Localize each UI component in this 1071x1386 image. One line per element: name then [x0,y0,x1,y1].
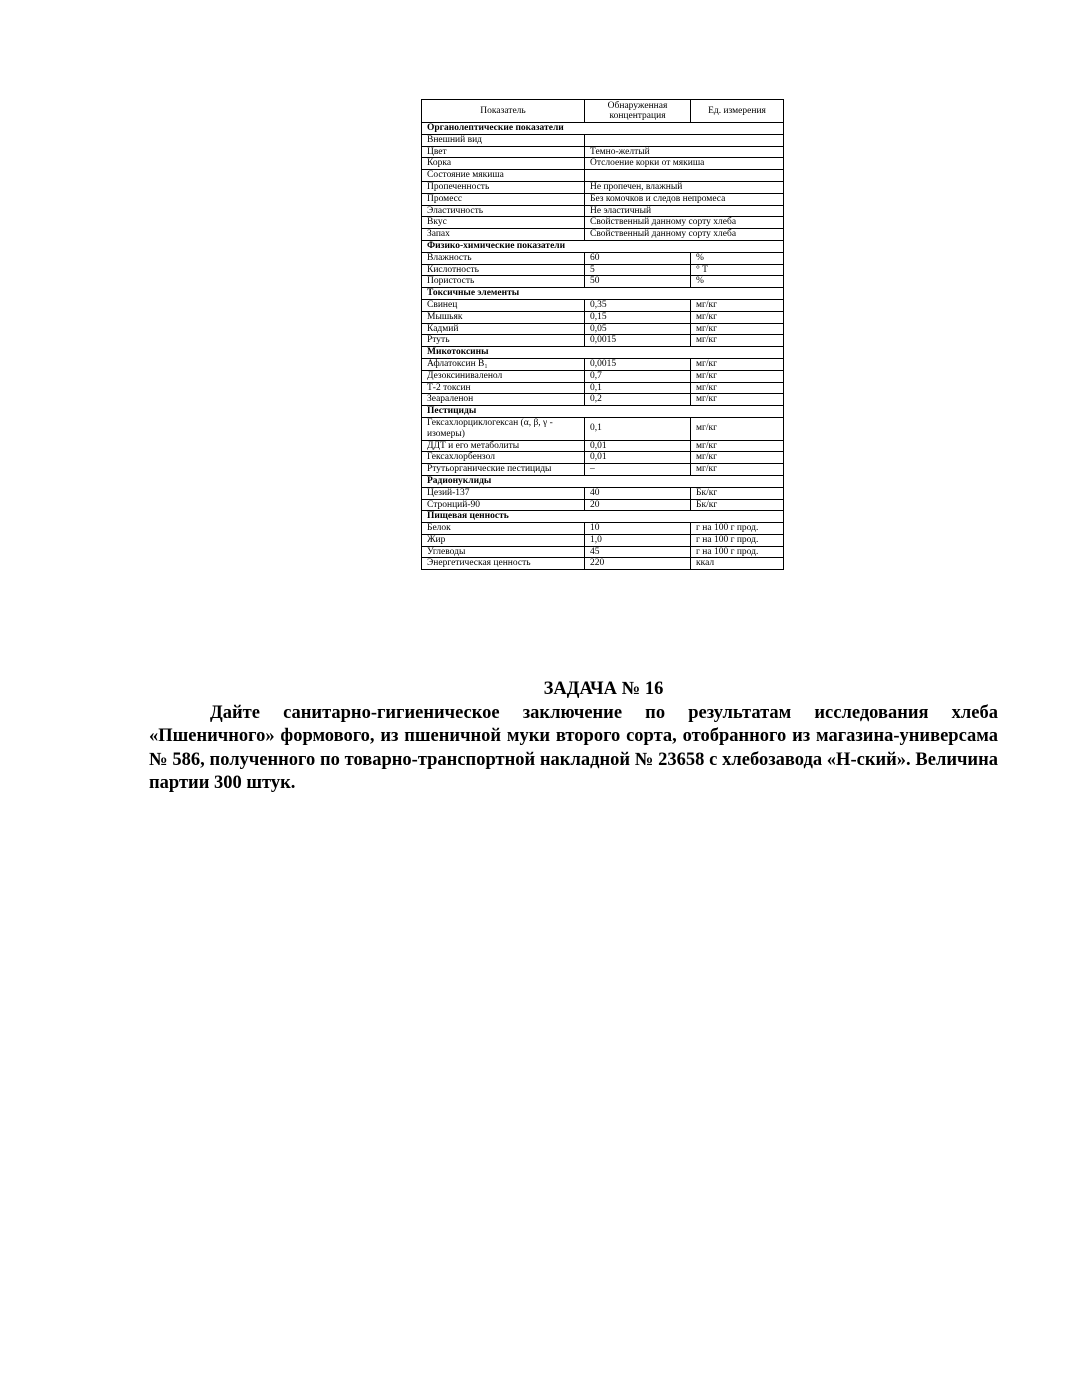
table-row [422,370,784,382]
table-row [422,276,784,288]
indicator-value: Свойственный данному сорту хлеба [585,217,784,229]
table-row [422,311,784,323]
indicator-name: Афлатоксин B₁ [422,358,585,370]
indicator-unit: мг/кг [691,311,784,323]
indicator-value: 0,1 [585,417,691,440]
task-title: ЗАДАЧА № 16 [543,679,664,699]
section-title: Токсичные элементы [422,288,784,300]
indicator-unit: мг/кг [691,323,784,335]
indicator-name: Корка [422,158,585,170]
indicator-value: 1,0 [585,534,691,546]
indicator-value: Не пропечен, влажный [585,181,784,193]
indicator-name: Белок [422,523,585,535]
indicator-name: Мышьяк [422,311,585,323]
indicator-value: Без комочков и следов непромеса [585,193,784,205]
section-title: Физико-химические показатели [422,240,784,252]
indicator-unit: % [691,276,784,288]
table-section-row [422,240,784,252]
task-block [149,678,998,796]
indicator-name: Дезоксиниваленол [422,370,585,382]
table-row [422,440,784,452]
section-title: Пестициды [422,406,784,418]
indicator-name: Жир [422,534,585,546]
indicator-unit: мг/кг [691,417,784,440]
table-section-row [422,475,784,487]
indicators-table [421,99,784,570]
indicator-name: Кадмий [422,323,585,335]
table-header-row [422,100,784,123]
indicator-value: 0,2 [585,394,691,406]
table-section-row [422,347,784,359]
table-row [422,134,784,146]
table-row [422,323,784,335]
indicator-unit: ккал [691,558,784,570]
table-section-row [422,511,784,523]
section-title: Микотоксины [422,347,784,359]
indicator-unit: мг/кг [691,299,784,311]
indicator-unit: мг/кг [691,382,784,394]
indicator-unit: мг/кг [691,358,784,370]
indicator-name: Зеараленон [422,394,585,406]
indicator-unit: г на 100 г прод. [691,523,784,535]
indicator-value: 0,01 [585,440,691,452]
indicator-name: Цвет [422,146,585,158]
table-row [422,181,784,193]
indicator-value: 50 [585,276,691,288]
table-row [422,394,784,406]
indicator-name: Пористость [422,276,585,288]
section-title: Органолептические показатели [422,123,784,135]
indicator-name: Состояние мякиша [422,170,585,182]
indicator-value: 0,0015 [585,335,691,347]
indicator-value: 0,1 [585,382,691,394]
indicator-name: Запах [422,229,585,241]
table-row [422,382,784,394]
indicator-value: Не эластичный [585,205,784,217]
indicator-name: Углеводы [422,546,585,558]
table-row [422,534,784,546]
table-row [422,146,784,158]
indicator-value: – [585,464,691,476]
indicator-value: 0,0015 [585,358,691,370]
indicator-value: 0,15 [585,311,691,323]
indicator-value: 0,35 [585,299,691,311]
table-section-row [422,288,784,300]
header-indicator: Показатель [422,100,585,123]
indicator-name: Пропеченность [422,181,585,193]
section-title: Пищевая ценность [422,511,784,523]
table-row [422,487,784,499]
table-row [422,358,784,370]
indicator-value: Отслоение корки от мякиша [585,158,784,170]
table-row [422,417,784,440]
task-text: Дайте санитарно-гигиеническое заключение по результатам исследования хлеба «Пшеничного» формового, из пшеничной муки второго сорта, отобранного из магазина-универсама № 586, полученного по товарно-транспортной накладной № 23658 с хлебозавода «Н-ский». Величина партии 300 штук. [149,702,998,793]
indicator-name: Стронций-90 [422,499,585,511]
indicator-unit: мг/кг [691,394,784,406]
indicator-unit: г на 100 г прод. [691,546,784,558]
indicator-unit: мг/кг [691,440,784,452]
table-row [422,452,784,464]
indicator-name: Вкус [422,217,585,229]
table-row [422,546,784,558]
table-row [422,335,784,347]
indicator-unit: мг/кг [691,335,784,347]
indicator-value: 5 [585,264,691,276]
indicator-unit: Бк/кг [691,499,784,511]
indicator-value [585,134,784,146]
table-row [422,229,784,241]
indicator-value: 20 [585,499,691,511]
indicator-name: Промесс [422,193,585,205]
indicator-unit: Бк/кг [691,487,784,499]
indicator-name: Внешний вид [422,134,585,146]
indicator-unit: г на 100 г прод. [691,534,784,546]
indicator-value: 0,01 [585,452,691,464]
table-row [422,252,784,264]
table-row [422,264,784,276]
indicator-value: 60 [585,252,691,264]
table-section-row [422,123,784,135]
table-row [422,217,784,229]
indicator-value: 0,7 [585,370,691,382]
indicator-name: Эластичность [422,205,585,217]
indicator-unit: ° Т [691,264,784,276]
table-row [422,193,784,205]
table-row [422,158,784,170]
indicator-name: Влажность [422,252,585,264]
indicator-value: 220 [585,558,691,570]
table-row [422,523,784,535]
indicators-table-container [421,99,783,570]
indicator-value: 40 [585,487,691,499]
indicator-unit: мг/кг [691,452,784,464]
table-row [422,299,784,311]
table-body [422,123,784,570]
indicator-name: Свинец [422,299,585,311]
table-row [422,558,784,570]
indicator-name: Гексахлорбензол [422,452,585,464]
header-concentration: Обнаруженная концентрация [585,100,691,123]
table-row [422,205,784,217]
table-row [422,170,784,182]
section-title: Радионуклиды [422,475,784,487]
indicator-unit: % [691,252,784,264]
indicator-name: Ртутьорганические пестициды [422,464,585,476]
indicator-value: 10 [585,523,691,535]
indicator-name: Цезий-137 [422,487,585,499]
header-unit: Ед. измерения [691,100,784,123]
table-section-row [422,406,784,418]
indicator-unit: мг/кг [691,464,784,476]
indicator-value: 45 [585,546,691,558]
indicator-unit: мг/кг [691,370,784,382]
indicator-name: Гексахлорциклогексан (α, β, γ - изомеры) [422,417,585,440]
indicator-value: 0,05 [585,323,691,335]
indicator-name: Энергетическая ценность [422,558,585,570]
indicator-name: Ртуть [422,335,585,347]
indicator-name: ДДТ и его метаболиты [422,440,585,452]
indicator-value: Свойственный данному сорту хлеба [585,229,784,241]
indicator-name: Кислотность [422,264,585,276]
table-row [422,499,784,511]
indicator-value [585,170,784,182]
indicator-value: Темно-желтый [585,146,784,158]
indicator-name: Т-2 токсин [422,382,585,394]
table-row [422,464,784,476]
